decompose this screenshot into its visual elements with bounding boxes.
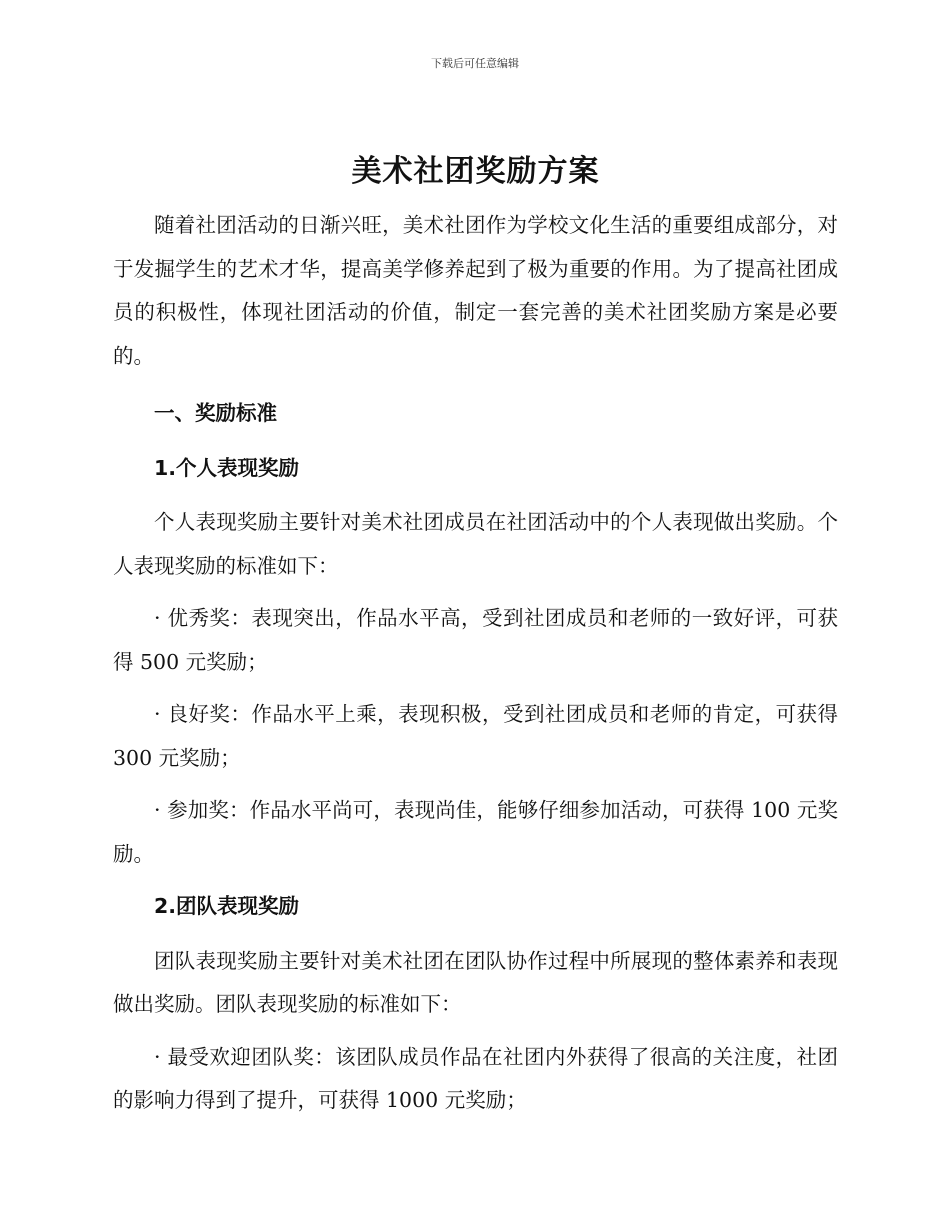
team-award-description: 团队表现奖励主要针对美术社团在团队协作过程中所展现的整体素养和表现做出奖励。团队表现奖励的标准如下：	[113, 948, 838, 1016]
header-note: 下载后可任意编辑	[431, 57, 519, 70]
individual-award-description: 个人表现奖励主要针对美术社团成员在社团活动中的个人表现做出奖励。个人表现奖励的标准如下：	[113, 510, 838, 578]
list-item-most-popular-team-award: · 最受欢迎团队奖：该团队成员作品在社团内外获得了很高的关注度，社团的影响力得到了提升，可获得 1000 元奖励；	[113, 1044, 838, 1112]
list-item-excellent-award: · 优秀奖：表现突出，作品水平高，受到社团成员和老师的一致好评，可获得 500 元奖励；	[113, 606, 838, 674]
subheading-individual-award: 1.个人表现奖励	[154, 455, 300, 480]
document-title: 美术社团奖励方案	[351, 154, 600, 189]
list-item-participation-award: · 参加奖：作品水平尚可，表现尚佳，能够仔细参加活动，可获得 100 元奖励。	[113, 798, 838, 866]
subheading-team-award: 2.团队表现奖励	[154, 894, 300, 918]
intro-paragraph: 随着社团活动的日渐兴旺，美术社团作为学校文化生活的重要组成部分，对于发掘学生的艺术才华，提高美学修养起到了极为重要的作用。为了提高社团成员的积极性，体现社团活动的价值，制定一套完善的美术社团奖励方案是必要的。	[113, 213, 838, 368]
list-item-good-award: · 良好奖：作品水平上乘，表现积极，受到社团成员和老师的肯定，可获得 300 元奖励；	[113, 702, 838, 770]
document-body	[113, 148, 838, 1132]
section-heading-reward-standards: 一、奖励标准	[154, 401, 277, 425]
